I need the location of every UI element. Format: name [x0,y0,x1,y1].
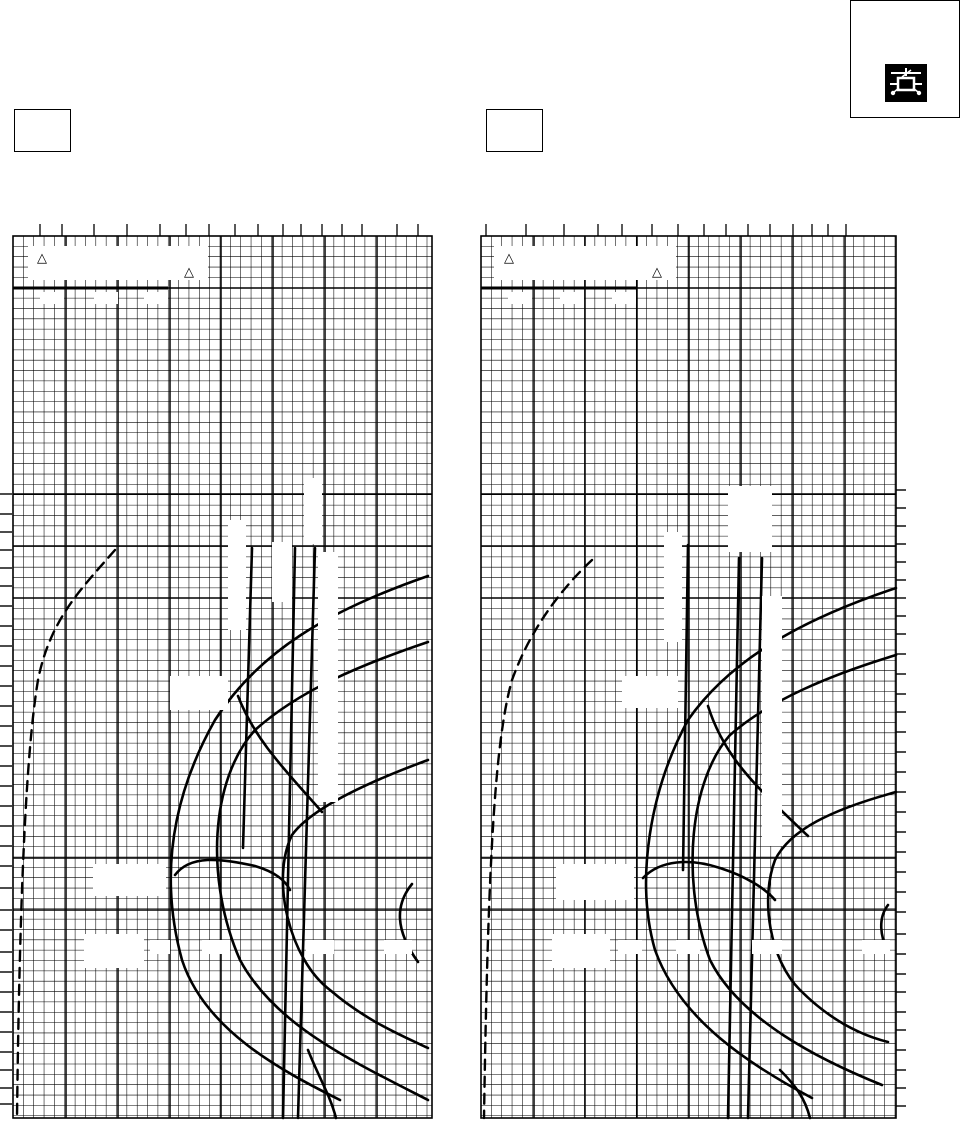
left-label-mask [384,940,412,954]
right-label-mask [752,940,782,954]
right-label-mask [862,940,890,954]
right-steep-line-1 [683,545,688,870]
right-label-mask [612,292,636,304]
left-label-mask [228,520,246,630]
right-legend-box [494,246,676,280]
left-label-mask [272,542,292,602]
left-legend-marker-2: △ [184,264,194,279]
right-label-mask [508,292,532,304]
left-label-mask [170,676,228,710]
right-inner-envelope-curve [768,792,896,1042]
left-label-mask [94,292,118,304]
left-label-mask [40,292,64,304]
right-legend-marker-1: △ [504,250,514,265]
right-label-mask [762,596,782,846]
right-legend-marker-2: △ [652,264,662,279]
left-label-mask [304,478,322,544]
left-label-mask [84,934,144,968]
right-label-mask [560,292,584,304]
left-legend-box [28,246,208,280]
right-label-mask [622,676,678,708]
left-label-mask [202,940,230,954]
left-label-mask [93,864,166,896]
left-low-tail-curve [308,1050,336,1118]
right-label-mask [552,934,610,968]
left-performance-chart [0,224,432,1118]
left-label-mask [318,552,338,802]
right-label-mask [556,864,634,900]
left-label-mask [150,940,170,954]
right-label-mask [728,486,772,552]
left-label-mask [144,292,168,304]
left-label-mask [306,940,334,954]
right-performance-chart [481,224,906,1118]
right-label-mask [676,940,700,954]
right-dashed-limit-curve [484,560,592,1118]
left-legend-marker-1: △ [37,250,47,265]
right-label-mask [618,940,642,954]
right-label-mask [664,532,682,642]
